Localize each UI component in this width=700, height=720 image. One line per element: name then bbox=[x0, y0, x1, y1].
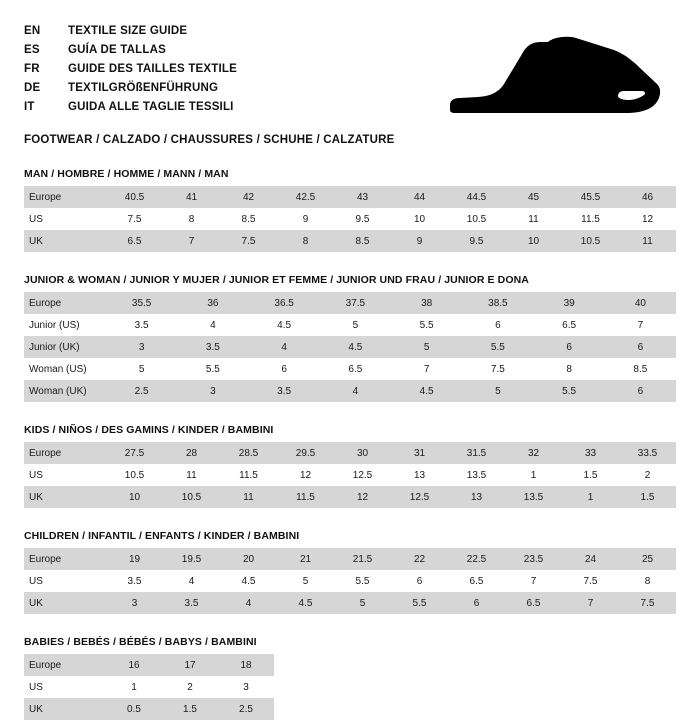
cell: 40 bbox=[605, 292, 676, 314]
cell: 28.5 bbox=[220, 442, 277, 464]
cell: 19.5 bbox=[163, 548, 220, 570]
table-title: JUNIOR & WOMAN / JUNIOR Y MUJER / JUNIOR ET FEMME / JUNIOR UND FRAU / JUNIOR E DONA bbox=[24, 274, 529, 286]
cell: 4.5 bbox=[277, 592, 334, 614]
cell: 6 bbox=[462, 314, 533, 336]
table-row bbox=[24, 186, 676, 208]
cell: 18 bbox=[218, 654, 274, 676]
footwear-caption: FOOTWEAR / CALZADO / CHAUSSURES / SCHUHE / CALZATURE bbox=[24, 134, 395, 146]
cell: 10.5 bbox=[448, 208, 505, 230]
cell: 38 bbox=[391, 292, 462, 314]
cell: 13.5 bbox=[505, 486, 562, 508]
cell: 6 bbox=[448, 592, 505, 614]
cell: 5 bbox=[277, 570, 334, 592]
cell: 33.5 bbox=[619, 442, 676, 464]
size-table bbox=[24, 442, 676, 508]
cell: 2 bbox=[619, 464, 676, 486]
cell: 20 bbox=[220, 548, 277, 570]
cell: 44.5 bbox=[448, 186, 505, 208]
cell: 0.5 bbox=[106, 698, 162, 720]
cell: 16 bbox=[106, 654, 162, 676]
row-label: Europe bbox=[24, 292, 106, 314]
cell: 8 bbox=[534, 358, 605, 380]
cell: 4.5 bbox=[391, 380, 462, 402]
cell: 9.5 bbox=[448, 230, 505, 252]
cell: 7.5 bbox=[106, 208, 163, 230]
cell: 13 bbox=[391, 464, 448, 486]
cell: 5.5 bbox=[391, 592, 448, 614]
cell: 7.5 bbox=[462, 358, 533, 380]
language-row bbox=[24, 60, 237, 79]
table-row bbox=[24, 336, 676, 358]
cell: 23.5 bbox=[505, 548, 562, 570]
table-title: MAN / HOMBRE / HOMME / MANN / MAN bbox=[24, 168, 229, 180]
row-label: US bbox=[24, 208, 106, 230]
cell: 2.5 bbox=[218, 698, 274, 720]
cell-empty bbox=[274, 676, 676, 698]
cell: 4 bbox=[163, 570, 220, 592]
table-row bbox=[24, 548, 676, 570]
language-code: IT bbox=[24, 101, 35, 113]
size-table-man bbox=[24, 168, 676, 252]
language-title: GUIDA ALLE TAGLIE TESSILI bbox=[68, 101, 234, 113]
cell: 9 bbox=[391, 230, 448, 252]
row-label: US bbox=[24, 464, 106, 486]
cell: 12 bbox=[619, 208, 676, 230]
cell: 4 bbox=[320, 380, 391, 402]
cell: 6 bbox=[605, 380, 676, 402]
cell: 1 bbox=[562, 486, 619, 508]
cell: 2 bbox=[162, 676, 218, 698]
cell: 2.5 bbox=[106, 380, 177, 402]
table-row bbox=[24, 358, 676, 380]
cell: 8.5 bbox=[334, 230, 391, 252]
cell: 1 bbox=[505, 464, 562, 486]
language-row bbox=[24, 22, 237, 41]
language-title: TEXTILE SIZE GUIDE bbox=[68, 25, 188, 37]
cell: 11 bbox=[163, 464, 220, 486]
table-row bbox=[24, 292, 676, 314]
cell: 1 bbox=[106, 676, 162, 698]
size-table-kids bbox=[24, 424, 676, 508]
cell: 7.5 bbox=[562, 570, 619, 592]
cell: 3 bbox=[106, 592, 163, 614]
cell: 9.5 bbox=[334, 208, 391, 230]
language-row bbox=[24, 79, 237, 98]
cell: 4 bbox=[220, 592, 277, 614]
cell: 3 bbox=[218, 676, 274, 698]
language-title: GUIDE DES TAILLES TEXTILE bbox=[68, 63, 237, 75]
row-label: Europe bbox=[24, 442, 106, 464]
table-row bbox=[24, 654, 676, 676]
dress-shoe-icon bbox=[440, 28, 670, 120]
cell: 3.5 bbox=[106, 314, 177, 336]
cell: 10 bbox=[106, 486, 163, 508]
cell: 27.5 bbox=[106, 442, 163, 464]
page-header bbox=[24, 22, 676, 120]
row-label: UK bbox=[24, 230, 106, 252]
cell: 3.5 bbox=[177, 336, 248, 358]
cell: 6.5 bbox=[534, 314, 605, 336]
cell: 30 bbox=[334, 442, 391, 464]
cell: 7 bbox=[391, 358, 462, 380]
table-row bbox=[24, 314, 676, 336]
cell: 3 bbox=[177, 380, 248, 402]
cell: 1.5 bbox=[562, 464, 619, 486]
size-table bbox=[24, 186, 676, 252]
cell: 12 bbox=[277, 464, 334, 486]
row-label: Woman (US) bbox=[24, 358, 106, 380]
table-title: BABIES / BEBÉS / BÉBÉS / BABYS / BAMBINI bbox=[24, 636, 257, 648]
cell: 5.5 bbox=[391, 314, 462, 336]
cell: 22 bbox=[391, 548, 448, 570]
cell: 7 bbox=[605, 314, 676, 336]
size-table-babies bbox=[24, 636, 676, 720]
cell: 42 bbox=[220, 186, 277, 208]
cell: 25 bbox=[619, 548, 676, 570]
cell: 5.5 bbox=[177, 358, 248, 380]
row-label: UK bbox=[24, 486, 106, 508]
cell: 5.5 bbox=[334, 570, 391, 592]
cell: 29.5 bbox=[277, 442, 334, 464]
row-label: Junior (US) bbox=[24, 314, 106, 336]
cell: 6.5 bbox=[320, 358, 391, 380]
cell: 40.5 bbox=[106, 186, 163, 208]
row-label: Junior (UK) bbox=[24, 336, 106, 358]
cell: 6.5 bbox=[448, 570, 505, 592]
cell: 33 bbox=[562, 442, 619, 464]
cell: 31.5 bbox=[448, 442, 505, 464]
language-code: FR bbox=[24, 63, 40, 75]
cell: 35.5 bbox=[106, 292, 177, 314]
cell-empty bbox=[274, 654, 676, 676]
cell: 4.5 bbox=[220, 570, 277, 592]
row-label: Europe bbox=[24, 654, 106, 676]
language-title: GUÍA DE TALLAS bbox=[68, 44, 166, 56]
cell: 19 bbox=[106, 548, 163, 570]
cell: 5 bbox=[334, 592, 391, 614]
row-label: US bbox=[24, 676, 106, 698]
cell: 38.5 bbox=[462, 292, 533, 314]
cell: 5.5 bbox=[462, 336, 533, 358]
row-label: US bbox=[24, 570, 106, 592]
cell: 5.5 bbox=[534, 380, 605, 402]
language-row bbox=[24, 41, 237, 60]
row-label: Woman (UK) bbox=[24, 380, 106, 402]
cell: 12.5 bbox=[334, 464, 391, 486]
table-title: KIDS / NIÑOS / DES GAMINS / KINDER / BAMBINI bbox=[24, 424, 274, 436]
row-label: Europe bbox=[24, 548, 106, 570]
cell: 36 bbox=[177, 292, 248, 314]
language-row bbox=[24, 98, 237, 117]
cell: 32 bbox=[505, 442, 562, 464]
cell: 17 bbox=[162, 654, 218, 676]
cell: 5 bbox=[106, 358, 177, 380]
cell: 4.5 bbox=[249, 314, 320, 336]
cell: 44 bbox=[391, 186, 448, 208]
cell: 24 bbox=[562, 548, 619, 570]
cell: 6.5 bbox=[505, 592, 562, 614]
cell: 13.5 bbox=[448, 464, 505, 486]
row-label: Europe bbox=[24, 186, 106, 208]
row-label: UK bbox=[24, 592, 106, 614]
cell: 37.5 bbox=[320, 292, 391, 314]
cell: 8 bbox=[277, 230, 334, 252]
language-title-list bbox=[24, 22, 237, 117]
cell: 10.5 bbox=[163, 486, 220, 508]
cell: 3.5 bbox=[163, 592, 220, 614]
cell: 7 bbox=[562, 592, 619, 614]
cell: 6.5 bbox=[106, 230, 163, 252]
cell: 5 bbox=[462, 380, 533, 402]
table-row bbox=[24, 698, 676, 720]
cell: 8 bbox=[163, 208, 220, 230]
cell: 45.5 bbox=[562, 186, 619, 208]
language-code: EN bbox=[24, 25, 41, 37]
cell: 28 bbox=[163, 442, 220, 464]
language-code: DE bbox=[24, 82, 41, 94]
cell: 4.5 bbox=[320, 336, 391, 358]
cell: 5 bbox=[391, 336, 462, 358]
cell: 10 bbox=[505, 230, 562, 252]
cell: 6 bbox=[534, 336, 605, 358]
table-row bbox=[24, 676, 676, 698]
cell: 39 bbox=[534, 292, 605, 314]
cell: 3.5 bbox=[249, 380, 320, 402]
cell: 3 bbox=[106, 336, 177, 358]
cell: 6 bbox=[391, 570, 448, 592]
cell: 7.5 bbox=[220, 230, 277, 252]
cell: 41 bbox=[163, 186, 220, 208]
cell: 12.5 bbox=[391, 486, 448, 508]
cell: 1.5 bbox=[619, 486, 676, 508]
cell: 1.5 bbox=[162, 698, 218, 720]
size-table-children bbox=[24, 530, 676, 614]
cell: 8 bbox=[619, 570, 676, 592]
language-title: TEXTILGRÖßENFÜHRUNG bbox=[68, 82, 219, 94]
size-table bbox=[24, 654, 676, 720]
cell: 9 bbox=[277, 208, 334, 230]
cell: 45 bbox=[505, 186, 562, 208]
cell: 6 bbox=[605, 336, 676, 358]
row-label: UK bbox=[24, 698, 106, 720]
cell: 46 bbox=[619, 186, 676, 208]
cell: 10.5 bbox=[106, 464, 163, 486]
cell: 4 bbox=[177, 314, 248, 336]
cell: 43 bbox=[334, 186, 391, 208]
cell: 4 bbox=[249, 336, 320, 358]
cell-empty bbox=[274, 698, 676, 720]
size-table bbox=[24, 548, 676, 614]
size-table bbox=[24, 292, 676, 402]
cell: 7.5 bbox=[619, 592, 676, 614]
table-row bbox=[24, 570, 676, 592]
size-table-junior-woman bbox=[24, 274, 676, 402]
table-row bbox=[24, 208, 676, 230]
cell: 8.5 bbox=[605, 358, 676, 380]
cell: 6 bbox=[249, 358, 320, 380]
cell: 13 bbox=[448, 486, 505, 508]
cell: 31 bbox=[391, 442, 448, 464]
table-title: CHILDREN / INFANTIL / ENFANTS / KINDER / BAMBINI bbox=[24, 530, 300, 542]
cell: 8.5 bbox=[220, 208, 277, 230]
language-code: ES bbox=[24, 44, 40, 56]
cell: 22.5 bbox=[448, 548, 505, 570]
cell: 21 bbox=[277, 548, 334, 570]
cell: 10 bbox=[391, 208, 448, 230]
cell: 11.5 bbox=[277, 486, 334, 508]
cell: 11 bbox=[505, 208, 562, 230]
table-row bbox=[24, 380, 676, 402]
cell: 42.5 bbox=[277, 186, 334, 208]
cell: 3.5 bbox=[106, 570, 163, 592]
cell: 21.5 bbox=[334, 548, 391, 570]
cell: 10.5 bbox=[562, 230, 619, 252]
table-row bbox=[24, 486, 676, 508]
cell: 12 bbox=[334, 486, 391, 508]
cell: 11 bbox=[619, 230, 676, 252]
table-row bbox=[24, 592, 676, 614]
cell: 7 bbox=[163, 230, 220, 252]
cell: 36.5 bbox=[249, 292, 320, 314]
cell: 11 bbox=[220, 486, 277, 508]
cell: 7 bbox=[505, 570, 562, 592]
table-row bbox=[24, 442, 676, 464]
cell: 11.5 bbox=[220, 464, 277, 486]
table-row bbox=[24, 230, 676, 252]
cell: 11.5 bbox=[562, 208, 619, 230]
cell: 5 bbox=[320, 314, 391, 336]
table-row bbox=[24, 464, 676, 486]
